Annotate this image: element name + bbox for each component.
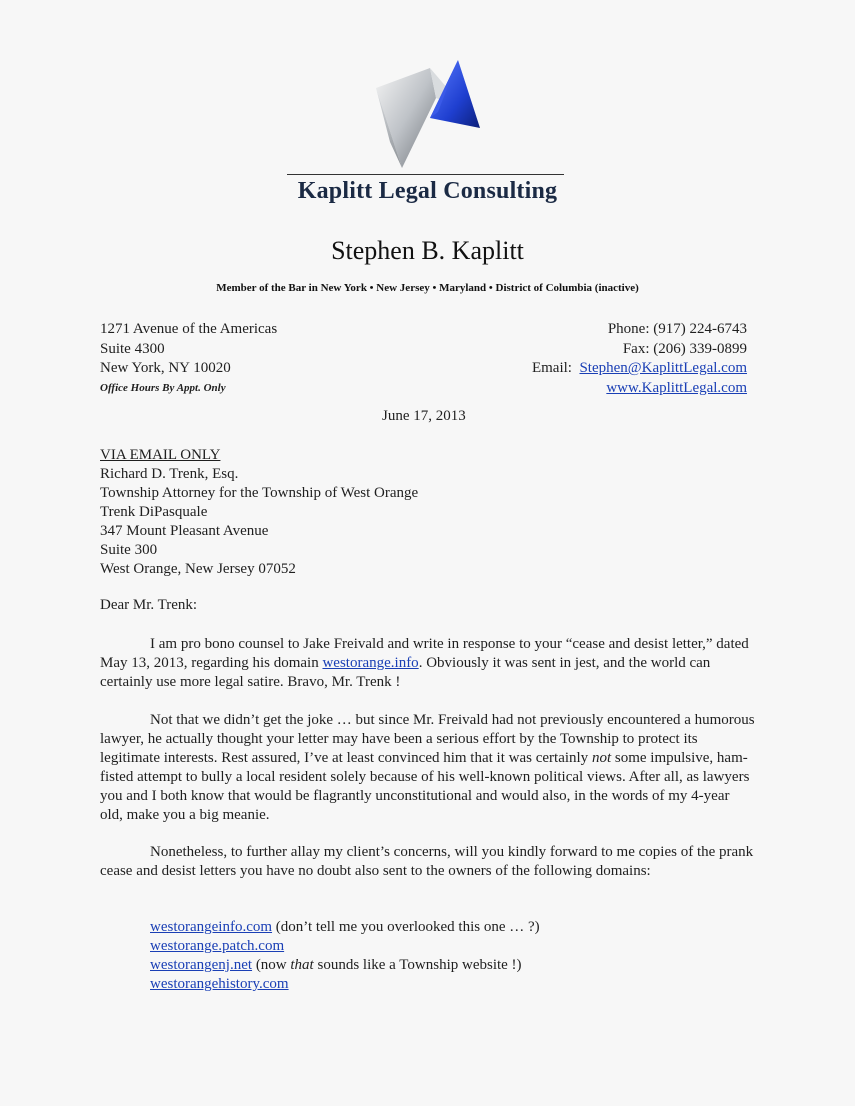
company-name: Kaplitt Legal Consulting [297,178,558,204]
company-logo [368,50,488,175]
paragraph-1-text-end: . Obviously it was sent in jest, and the world can certainly use more legal satire. Bravo, Mr. Trenk ! [100,655,711,690]
attorney-name: Stephen B. Kaplitt [331,236,524,265]
recipient-city: West Orange, New Jersey 07052 [100,561,296,577]
domain-note: (now [252,957,291,973]
recipient-street: 347 Mount Pleasant Avenue [100,523,269,539]
list-item [150,918,540,937]
paragraph-3-text: Nonetheless, to further allay my client’s concerns, will you kindly forward to me copies of the prank cease and desist letters you have no doubt also sent to the owners of the following domains: [100,844,754,879]
address-line-1: 1271 Avenue of the Americas [100,321,278,337]
domain-link[interactable]: westorangeinfo.com [150,919,273,935]
bar-admissions: Member of the Bar in New York • New Jersey • Maryland • District of Columbia (inactive) [216,282,639,294]
office-hours: Office Hours By Appt. Only [100,381,226,394]
letter-date: June 17, 2013 [382,408,466,424]
address-line-3: New York, NY 10020 [100,360,231,376]
domain-link-westorange-info[interactable]: westorange.info [322,655,419,671]
recipient-title: Township Attorney for the Township of West Orange [100,485,419,501]
contact-block [532,320,747,398]
paragraph-2-text: Not that we didn’t get the joke … but since Mr. Freivald had not previously encountered a humorous lawyer, he actually thought your letter may have been a serious effort by the Township to protect its legitimate interests. Rest assured, I’ve at least convinced him that it was certainly [100,712,755,766]
recipient-name: Richard D. Trenk, Esq. [100,466,239,482]
paragraph-1-text: I am pro bono counsel to Jake Freivald and write in response to your “cease and desist letter,” dated May 13, 2013, regarding his domain [100,636,749,671]
recipient-block [100,446,418,579]
paragraph-2-text-end: some impulsive, ham-fisted attempt to bully a local resident solely because of his well-known political views. After all, as lawyers you and I both know that would be flagrantly unconstitutional and would also, in the words of my 4-year old, make you a big meanie. [100,750,750,823]
recipient-firm: Trenk DiPasquale [100,504,208,520]
paragraph-3 [100,843,755,881]
phone-number: Phone: (917) 224-6743 [607,321,747,337]
domain-note: (don’t tell me you overlooked this one … ?) [272,919,540,935]
website-link[interactable]: www.KaplittLegal.com [606,379,747,396]
paragraph-1 [100,635,755,692]
domain-note-end: sounds like a Township website !) [313,957,522,973]
domain-link[interactable]: westorange.patch.com [150,938,285,954]
email-label: Email: [531,360,572,376]
paragraph-2-emphasis: not [591,750,612,766]
paragraph-2 [100,711,755,825]
delivery-method: VIA EMAIL ONLY [100,447,221,463]
recipient-suite: Suite 300 [100,542,158,558]
domain-note-emphasis: that [290,957,314,973]
list-item [150,956,540,975]
domain-list [150,918,540,994]
list-item [150,975,540,994]
domain-link[interactable]: westorangehistory.com [150,976,289,992]
address-line-2: Suite 4300 [100,340,165,357]
list-item [150,937,540,956]
email-link[interactable]: Stephen@KaplittLegal.com [579,360,747,376]
domain-link[interactable]: westorangenj.net [150,957,253,973]
fax-number: Fax: (206) 339-0899 [622,340,747,357]
salutation: Dear Mr. Trenk: [100,597,198,613]
office-address [100,320,277,398]
email-row [532,359,747,379]
letterhead-rule [287,174,564,175]
